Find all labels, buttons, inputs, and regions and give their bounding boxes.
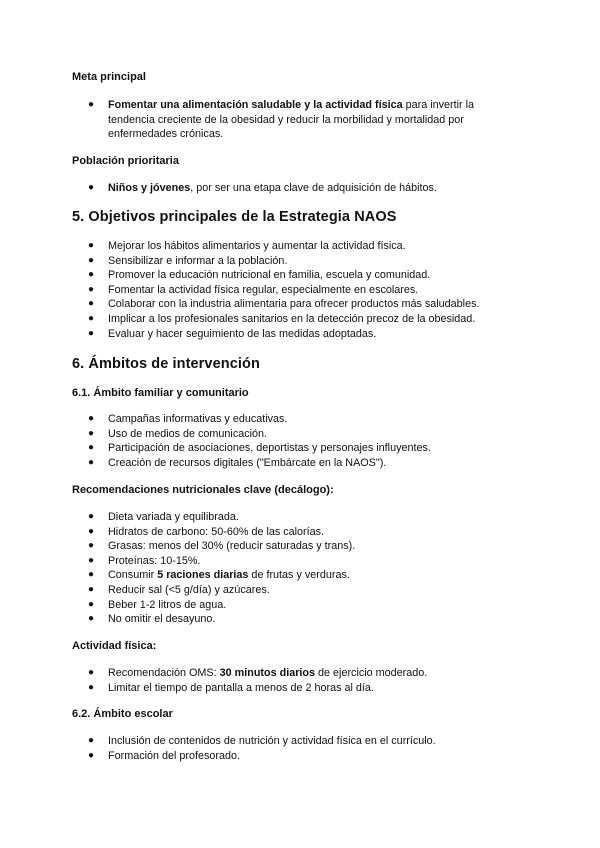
- actividad-list: [0, 666, 600, 695]
- familiar-heading: 6.1. Ámbito familiar y comunitario: [72, 387, 249, 399]
- objetivos-heading: 5. Objetivos principales de la Estrategia NAOS: [72, 209, 397, 225]
- bullet-icon: ●: [88, 182, 95, 193]
- objetivos-list: [0, 239, 600, 341]
- list-item: ● Proteínas: 10-15%.: [88, 554, 201, 567]
- bullet-icon: ●: [88, 735, 95, 746]
- familiar-list: [0, 412, 600, 470]
- bullet-icon: ●: [88, 511, 95, 522]
- bullet-icon: ●: [88, 240, 95, 251]
- escolar-heading: 6.2. Ámbito escolar: [72, 708, 173, 720]
- poblacion-list: [0, 181, 600, 196]
- meta-heading: Meta principal: [72, 71, 146, 83]
- bullet-icon: ●: [88, 583, 95, 595]
- list-item: ● Fomentar la actividad física regular, especialmente en escolares.: [88, 283, 419, 296]
- bullet-icon: ●: [88, 327, 95, 339]
- bullet-icon: ●: [88, 312, 95, 324]
- list-item: ● Sensibilizar e informar a la población.: [88, 254, 288, 267]
- bullet-icon: ●: [88, 269, 95, 281]
- bullet-icon: ●: [88, 283, 95, 295]
- list-item: ● Fomentar una alimentación saludable y la actividad física para invertir la tendencia creciente de la obesidad y reducir la morbilidad y mortalidad por enfermedades crónicas.: [88, 99, 475, 141]
- list-item: ● Niños y jóvenes, por ser una etapa clave de adquisición de hábitos.: [88, 182, 437, 194]
- list-item: ● Limitar el tiempo de pantalla a menos de 2 horas al día.: [88, 681, 374, 694]
- list-item: ● Evaluar y hacer seguimiento de las medidas adoptadas.: [88, 327, 377, 340]
- recomendaciones-heading: Recomendaciones nutricionales clave (decálogo):: [72, 484, 334, 496]
- list-item: ● Campañas informativas y educativas.: [88, 413, 288, 425]
- bullet-icon: ●: [88, 667, 95, 678]
- bullet-icon: ●: [88, 298, 95, 310]
- bullet-icon: ●: [88, 99, 95, 110]
- bullet-icon: ●: [88, 598, 95, 610]
- poblacion-heading: Población prioritaria: [72, 155, 179, 167]
- list-item: ● Implicar a los profesionales sanitarios en la detección precoz de la obesidad.: [88, 312, 476, 325]
- list-item: ● Hidratos de carbono: 50-60% de las calorías.: [88, 525, 325, 538]
- bullet-icon: ●: [88, 540, 95, 552]
- bullet-icon: ●: [88, 554, 95, 566]
- escolar-list: [0, 734, 600, 763]
- list-item: ● Consumir 5 raciones diarias de frutas y verduras.: [88, 569, 350, 582]
- list-item: ● Dieta variada y equilibrada.: [88, 511, 239, 523]
- bullet-icon: ●: [88, 613, 95, 625]
- list-item: ● Mejorar los hábitos alimentarios y aumentar la actividad física.: [88, 240, 406, 252]
- list-item: ● No omitir el desayuno.: [88, 613, 216, 626]
- bullet-icon: ●: [88, 525, 95, 537]
- bullet-icon: ●: [88, 569, 95, 581]
- list-item: ● Colaborar con la industria alimentaria para ofrecer productos más saludables.: [88, 298, 480, 311]
- list-item: ● Beber 1-2 litros de agua.: [88, 598, 227, 611]
- bullet-icon: ●: [88, 749, 95, 761]
- recomendaciones-list: [0, 510, 600, 627]
- bullet-icon: ●: [88, 427, 95, 439]
- list-item: ● Reducir sal (<5 g/día) y azúcares.: [88, 583, 270, 596]
- list-item: ● Participación de asociaciones, deportistas y personajes influyentes.: [88, 442, 431, 455]
- list-item: ● Inclusión de contenidos de nutrición y actividad física en el currículo.: [88, 735, 436, 747]
- list-item: ● Formación del profesorado.: [88, 749, 241, 762]
- list-item: ● Grasas: menos del 30% (reducir saturadas y trans).: [88, 540, 356, 553]
- bullet-icon: ●: [88, 254, 95, 266]
- ambitos-heading: 6. Ámbitos de intervención: [72, 356, 260, 372]
- bullet-icon: ●: [88, 413, 95, 424]
- list-item: ● Creación de recursos digitales ("Embárcate en la NAOS").: [88, 456, 387, 469]
- actividad-heading: Actividad física:: [72, 640, 157, 652]
- meta-list: [0, 98, 600, 142]
- list-item: ● Uso de medios de comunicación.: [88, 427, 268, 440]
- list-item: ● Recomendación OMS: 30 minutos diarios de ejercicio moderado.: [88, 667, 428, 679]
- bullet-icon: ●: [88, 456, 95, 468]
- list-item: ● Promover la educación nutricional en familia, escuela y comunidad.: [88, 269, 431, 282]
- bullet-icon: ●: [88, 442, 95, 454]
- bullet-icon: ●: [88, 681, 95, 693]
